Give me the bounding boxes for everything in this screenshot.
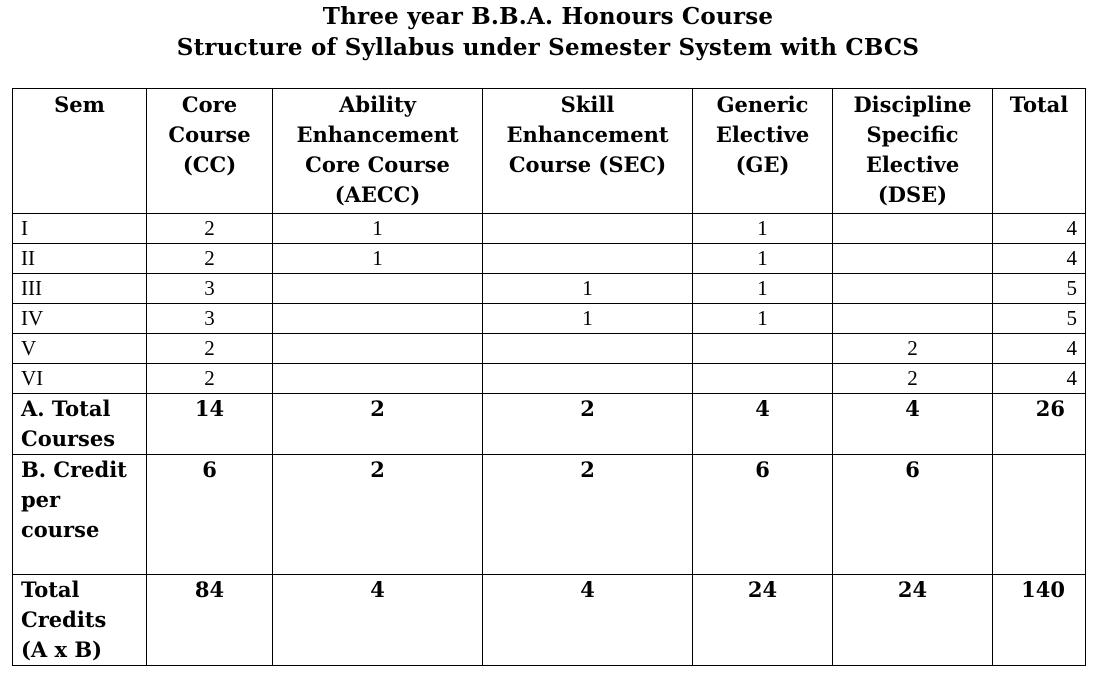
sem-cell: IV: [13, 304, 147, 334]
core-course-cell: 2: [147, 334, 273, 364]
aecc-cell: 1: [273, 214, 483, 244]
document-subtitle: Structure of Syllabus under Semester System with CBCS: [176, 34, 920, 61]
header-sec: Skill Enhancement Course (SEC): [483, 89, 693, 214]
sec-cell: [483, 244, 693, 274]
sec-cell: [483, 334, 693, 364]
total-cell: 4: [993, 364, 1086, 394]
aecc-summary-cell: 2: [273, 394, 483, 455]
dse-summary-cell: 24: [833, 575, 993, 666]
sec-cell: 1: [483, 304, 693, 334]
sem-cell: V: [13, 334, 147, 364]
generic-elective-cell: 1: [693, 244, 833, 274]
sem-cell: II: [13, 244, 147, 274]
total-summary-cell: 26: [993, 394, 1086, 455]
dse-cell: [833, 304, 993, 334]
core-course-summary-cell: 14: [147, 394, 273, 455]
sem-cell: VI: [13, 364, 147, 394]
generic-elective-cell: 1: [693, 274, 833, 304]
sec-summary-cell: 2: [483, 394, 693, 455]
sec-cell: [483, 364, 693, 394]
dse-cell: [833, 244, 993, 274]
table-row: [13, 214, 1086, 244]
generic-elective-cell: 1: [693, 214, 833, 244]
total-cell: 4: [993, 214, 1086, 244]
total-cell: 4: [993, 244, 1086, 274]
sem-cell: I: [13, 214, 147, 244]
generic-elective-summary-cell: 24: [693, 575, 833, 666]
dse-summary-cell: 4: [833, 394, 993, 455]
sec-cell: [483, 214, 693, 244]
credit-per-course-row: [13, 455, 1086, 575]
document-title: Three year B.B.A. Honours Course: [322, 3, 774, 30]
core-course-cell: 2: [147, 244, 273, 274]
sem-cell: III: [13, 274, 147, 304]
total-courses-row: [13, 394, 1086, 455]
table-header-row: [13, 89, 1086, 214]
generic-elective-summary-cell: 4: [693, 394, 833, 455]
generic-elective-cell: 1: [693, 304, 833, 334]
generic-elective-cell: [693, 334, 833, 364]
header-sem: Sem: [13, 89, 147, 214]
dse-cell: [833, 214, 993, 244]
summary-label: B. Credit per course: [13, 455, 147, 575]
sec-cell: 1: [483, 274, 693, 304]
table-row: [13, 274, 1086, 304]
header-generic-elective: Generic Elective (GE): [693, 89, 833, 214]
total-cell: 5: [993, 274, 1086, 304]
table-row: [13, 334, 1086, 364]
core-course-cell: 3: [147, 304, 273, 334]
total-summary-cell: [993, 455, 1086, 575]
dse-cell: 2: [833, 364, 993, 394]
core-course-cell: 2: [147, 364, 273, 394]
aecc-cell: 1: [273, 244, 483, 274]
sec-summary-cell: 2: [483, 455, 693, 575]
generic-elective-cell: [693, 364, 833, 394]
aecc-cell: [273, 304, 483, 334]
summary-label: Total Credits (A x B): [13, 575, 147, 666]
dse-cell: [833, 274, 993, 304]
header-core-course: Core Course (CC): [147, 89, 273, 214]
generic-elective-summary-cell: 6: [693, 455, 833, 575]
table-row: [13, 244, 1086, 274]
aecc-summary-cell: 2: [273, 455, 483, 575]
aecc-cell: [273, 274, 483, 304]
core-course-summary-cell: 84: [147, 575, 273, 666]
dse-summary-cell: 6: [833, 455, 993, 575]
core-course-cell: 3: [147, 274, 273, 304]
header-total: Total: [993, 89, 1086, 214]
table-row: [13, 364, 1086, 394]
sec-summary-cell: 4: [483, 575, 693, 666]
total-summary-cell: 140: [993, 575, 1086, 666]
aecc-summary-cell: 4: [273, 575, 483, 666]
total-cell: 4: [993, 334, 1086, 364]
header-dse: Discipline Specific Elective (DSE): [833, 89, 993, 214]
dse-cell: 2: [833, 334, 993, 364]
core-course-summary-cell: 6: [147, 455, 273, 575]
summary-label: A. Total Courses: [13, 394, 147, 455]
total-cell: 5: [993, 304, 1086, 334]
aecc-cell: [273, 334, 483, 364]
table-row: [13, 304, 1086, 334]
total-credits-row: [13, 575, 1086, 666]
core-course-cell: 2: [147, 214, 273, 244]
syllabus-structure-table: [12, 88, 1086, 666]
header-aecc: Ability Enhancement Core Course (AECC): [273, 89, 483, 214]
aecc-cell: [273, 364, 483, 394]
